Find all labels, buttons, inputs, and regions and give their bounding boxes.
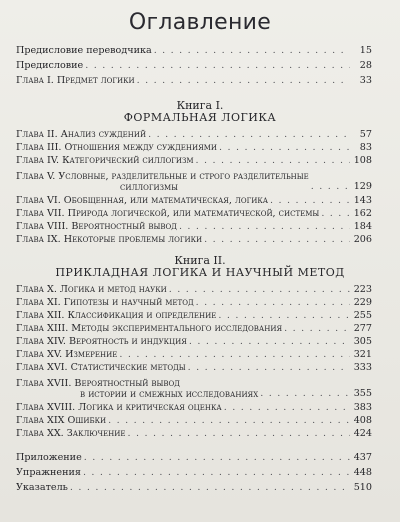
toc-entry-page: 229 (353, 297, 372, 308)
dot-leader (83, 466, 350, 479)
toc-entry (16, 154, 372, 167)
toc-entry-label: Глава IX. Некоторые проблемы логики (16, 234, 203, 245)
dot-leader (284, 322, 350, 335)
toc-entry (16, 481, 372, 494)
toc-entry-page: 255 (353, 310, 372, 321)
toc-entry-label: Глава XIII. Методы экспериментального исследования (16, 323, 283, 334)
dot-leader (169, 283, 350, 296)
toc-entry-label: Упражнения (16, 467, 81, 478)
toc-entry-label: Глава XIX Ошибки (16, 415, 107, 426)
toc-entry-page: 83 (359, 142, 372, 153)
toc-entry-page: 15 (359, 45, 372, 56)
dot-leader (260, 387, 350, 400)
toc-entry-page: 143 (353, 195, 372, 206)
toc-entry-label: Глава III. Отношения между суждениями (16, 142, 218, 153)
page-title: Оглавление (128, 10, 272, 35)
toc-entry-page: 355 (353, 388, 372, 399)
dot-leader (311, 180, 350, 193)
toc-entry-page: 57 (359, 129, 372, 140)
toc-entry-label: Глава VII. Природа логической, или математической, системы (16, 208, 320, 219)
toc-entry (16, 220, 372, 233)
toc-entry (16, 451, 372, 464)
toc-entry-label: Глава V. Условные, разделительные и строго разделительные (16, 171, 309, 182)
toc-entry (16, 296, 372, 309)
toc-entry-page: 28 (359, 60, 372, 71)
dot-leader (189, 335, 350, 348)
dot-leader (196, 296, 350, 309)
toc-entry (16, 141, 372, 154)
toc-entry (16, 335, 372, 348)
toc-entry (16, 374, 372, 400)
dot-leader (154, 44, 350, 57)
toc-entry-label: Глава XVII. Вероятностный вывод (16, 378, 180, 389)
dot-leader (179, 220, 350, 233)
dot-leader (224, 401, 350, 414)
toc-entry (16, 401, 372, 414)
toc-entry (16, 427, 372, 440)
toc-entry-label: Предисловие (16, 60, 84, 71)
dot-leader (70, 481, 350, 494)
toc-entry-page: 437 (353, 452, 372, 463)
toc-entry (16, 233, 372, 246)
toc-entry-page: 206 (353, 234, 372, 245)
toc-entry-label: Приложение (16, 452, 82, 463)
toc-entry-label: Глава X. Логика и метод науки (16, 284, 167, 295)
toc-entry (16, 128, 372, 141)
toc-entry (16, 309, 372, 322)
toc-entry (16, 283, 372, 296)
toc-entry-page: 333 (353, 362, 372, 373)
dot-leader (85, 59, 350, 72)
toc-entry-page: 510 (353, 482, 372, 493)
toc-entry-page: 184 (353, 221, 372, 232)
toc-entry-label: Глава XX. Заключение (16, 428, 126, 439)
dot-leader (196, 154, 350, 167)
toc-entry-label: Глава XIV. Вероятность и индукция (16, 336, 187, 347)
toc-entry-page: 305 (353, 336, 372, 347)
dot-leader (204, 233, 350, 246)
toc-entry-label: Предисловие переводчика (16, 45, 152, 56)
toc-entry-label: Глава II. Анализ суждений (16, 129, 147, 140)
toc-entry-page: 424 (353, 428, 372, 439)
toc-entry (16, 44, 372, 57)
toc-entry-label: Указатель (16, 482, 68, 493)
toc-entry-page: 321 (353, 349, 372, 360)
toc-entry-label-continued: силлогизмы (120, 182, 179, 193)
toc-entry-label: Глава XV. Измерение (16, 349, 118, 360)
toc-entry (16, 59, 372, 72)
toc-entry-label: Глава IV. Категорический силлогизм (16, 155, 194, 166)
dot-leader (219, 141, 350, 154)
toc-entry (16, 207, 372, 220)
toc-entry (16, 348, 372, 361)
toc-entry-label: Глава XII. Классификация и определение (16, 310, 217, 321)
toc-entry-label: Глава VI. Обобщенная, или математическая, логика (16, 195, 269, 206)
toc-entry-page: 129 (353, 181, 372, 192)
toc-entry-label: Глава VIII. Вероятностный вывод (16, 221, 177, 232)
dot-leader (127, 427, 350, 440)
book-two-label: Книга II. (174, 254, 226, 267)
toc-entry-page: 162 (353, 208, 372, 219)
toc-entry-page: 408 (353, 415, 372, 426)
dot-leader (218, 309, 350, 322)
dot-leader (270, 194, 350, 207)
toc-entry (16, 74, 372, 87)
dot-leader (84, 451, 350, 464)
dot-leader (188, 361, 350, 374)
dot-leader (119, 348, 350, 361)
toc-entry-page: 277 (353, 323, 372, 334)
toc-entry (16, 466, 372, 479)
toc-entry-label: Глава I. Предмет логики (16, 75, 135, 86)
toc-entry-page: 383 (353, 402, 372, 413)
toc-entry (16, 361, 372, 374)
toc-entry-page: 223 (353, 284, 372, 295)
dot-leader (108, 414, 350, 427)
toc-entry-label: Глава XVIII. Логика и критическая оценка (16, 402, 222, 413)
dot-leader (321, 207, 350, 220)
toc-entry-page: 448 (353, 467, 372, 478)
book-one-label: Книга I. (176, 99, 224, 112)
toc-entry (16, 167, 372, 193)
toc-entry (16, 414, 372, 427)
book-two-title: ПРИКЛАДНАЯ ЛОГИКА И НАУЧНЫЙ МЕТОД (55, 266, 345, 279)
dot-leader (148, 128, 350, 141)
dot-leader (137, 74, 350, 87)
toc-entry-label: Глава XVI. Статистические методы (16, 362, 186, 373)
book-one-title: ФОРМАЛЬНАЯ ЛОГИКА (123, 111, 277, 124)
toc-entry (16, 194, 372, 207)
toc-entry-page: 108 (353, 155, 372, 166)
toc-entry-label: Глава XI. Гипотезы и научный метод (16, 297, 194, 308)
toc-entry (16, 322, 372, 335)
toc-entry-page: 33 (359, 75, 372, 86)
toc-entry-label-continued: в истории и смежных исследованиях (80, 389, 259, 400)
